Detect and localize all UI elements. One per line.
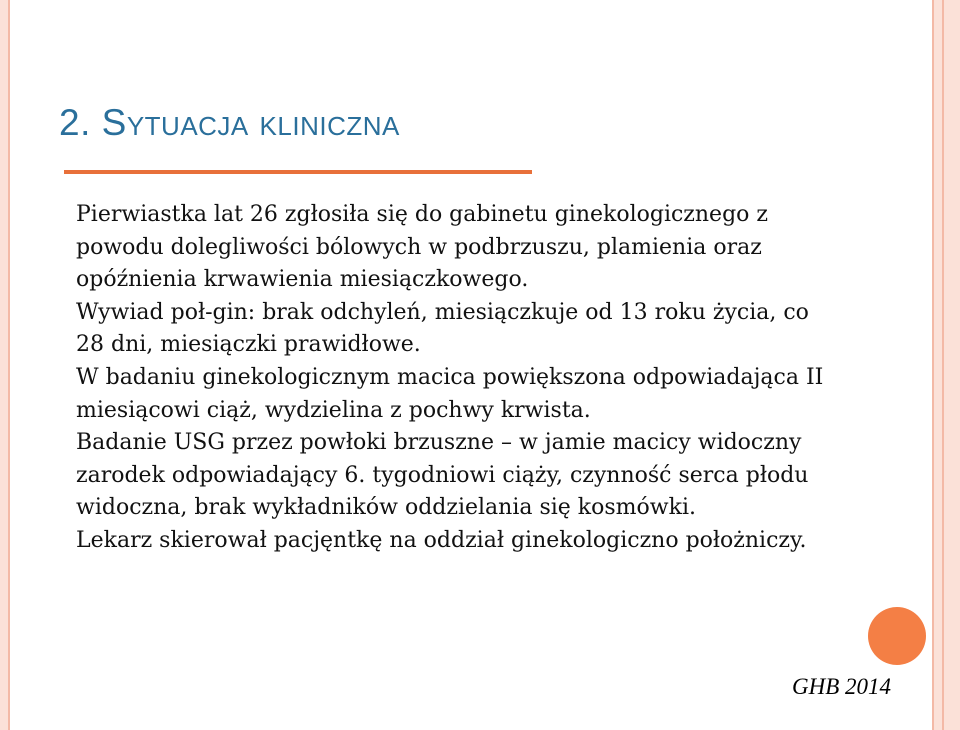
paragraph-presentation: Pierwiastka lat 26 zgłosiła się do gabinetu ginekologicznego z powodu dolegliwości bólowych w podbrzuszu, plamienia oraz opóźnienia krwawienia miesiączkowego.	[76, 202, 768, 293]
frame-left-border	[0, 0, 10, 730]
decorative-circle	[868, 607, 926, 665]
frame-right-line	[942, 0, 944, 730]
slide-footer: GHB 2014	[791, 674, 891, 699]
paragraph-ultrasound: Badanie USG przez powłoki brzuszne – w jamie macicy widoczny zarodek odpowiadający 6. tygodniowi ciąży, czynność serca płodu widoczna, brak wykładników oddzielania się kosmówki.	[76, 430, 809, 521]
slide-content	[76, 199, 836, 558]
paragraph-referral: Lekarz skierował pacjęntkę na oddział ginekologiczno położniczy.	[76, 527, 807, 553]
paragraph-exam: W badaniu ginekologicznym macica powiększona odpowiadająca II miesiącowi ciąż, wydzielina z pochwy krwista.	[76, 364, 824, 423]
slide-title: 2. Sytuacja kliniczna	[59, 102, 400, 143]
paragraph-history: Wywiad poł-gin: brak odchyleń, miesiączkuje od 13 roku życia, co 28 dni, miesiączki prawidłowe.	[76, 299, 809, 358]
frame-right-border	[932, 0, 960, 730]
title-underline	[64, 170, 532, 174]
